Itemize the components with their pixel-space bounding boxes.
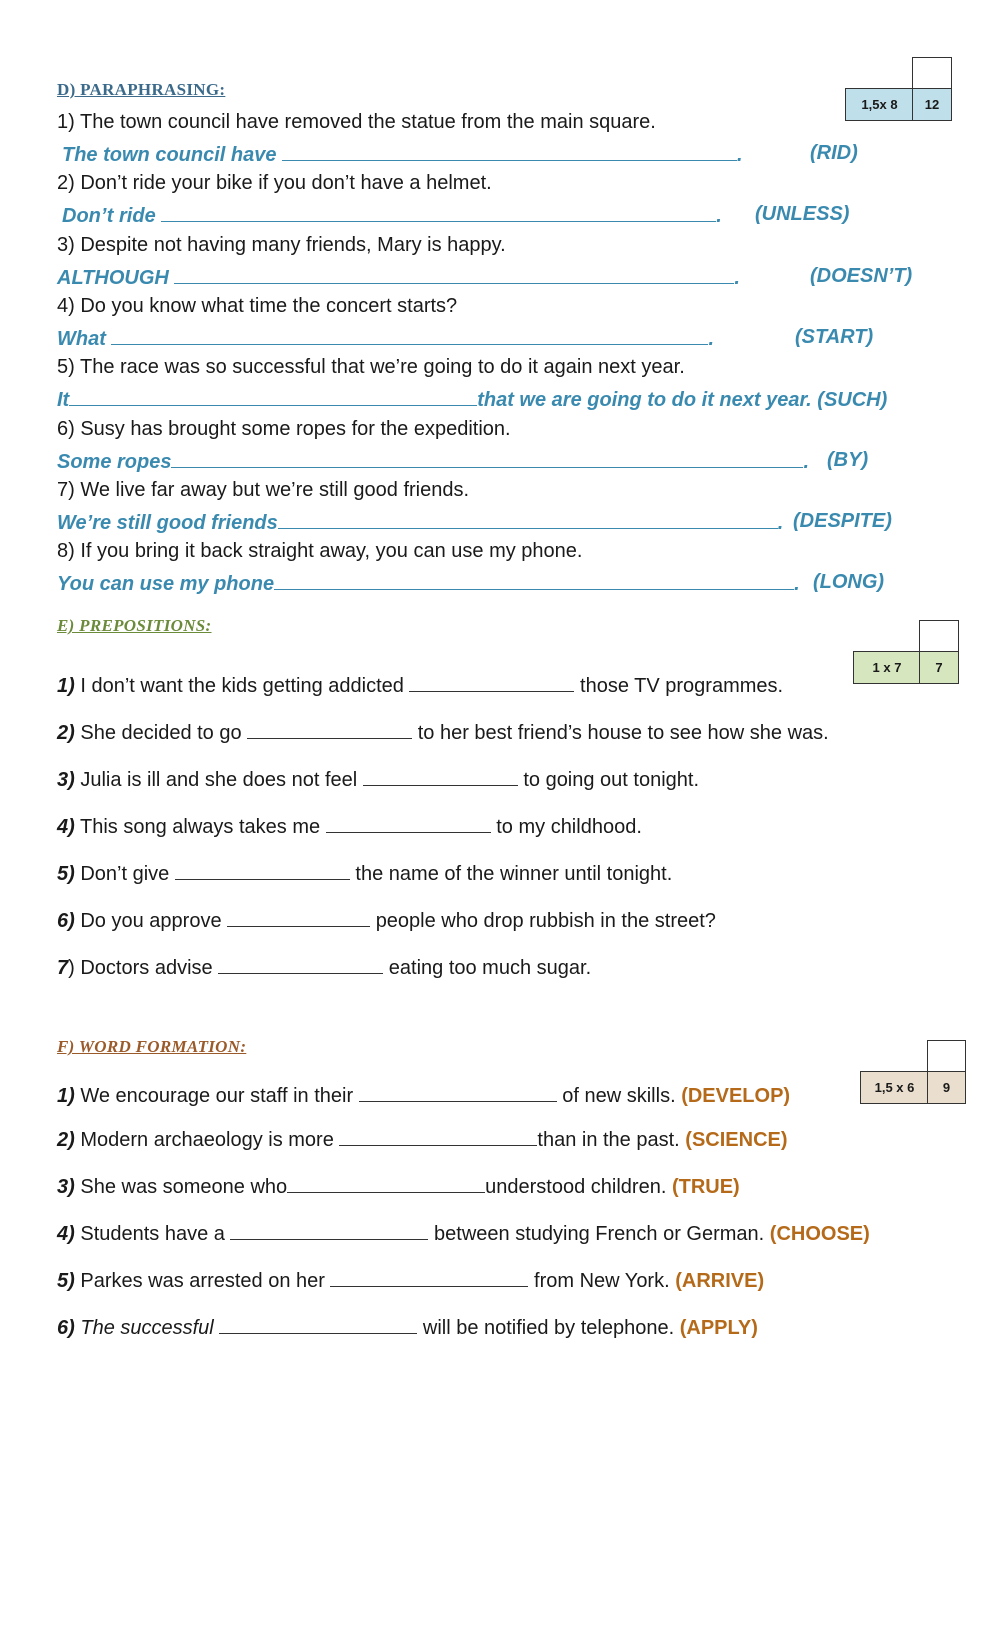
word-formation-item: 3) She was someone who understood children. (TRUE) (57, 1176, 740, 1198)
question-text: 4) Do you know what time the concert starts? (57, 295, 458, 317)
answer-blank[interactable] (359, 1083, 557, 1102)
keyword: (DEVELOP) (681, 1085, 791, 1107)
answer-blank[interactable] (230, 1221, 428, 1240)
answer-blank[interactable] (339, 1127, 537, 1146)
score-total: 7 (919, 651, 959, 684)
section-d-title: D) PARAPHRASING: (57, 80, 226, 99)
answer-stem: It (57, 389, 70, 411)
keyword: (UNLESS) (755, 203, 850, 225)
answer-stem: Some ropes (57, 451, 172, 473)
answer-blank[interactable] (174, 265, 734, 284)
score-empty-cell[interactable] (912, 57, 952, 90)
question-text: 1) The town council have removed the statue from the main square. (57, 111, 656, 133)
question-text: 7) We live far away but we’re still good friends. (57, 479, 470, 501)
answer-stem: The town council have (62, 144, 277, 166)
answer-blank[interactable] (171, 449, 803, 468)
keyword: (CHOOSE) (769, 1223, 870, 1245)
answer-row: ALTHOUGH . (57, 267, 740, 289)
answer-blank[interactable] (282, 142, 737, 161)
question-text: 2) Don’t ride your bike if you don’t have a helmet. (57, 172, 492, 194)
keyword: (ARRIVE) (675, 1270, 765, 1292)
score-empty-cell[interactable] (927, 1040, 966, 1073)
answer-row (57, 387, 887, 412)
keyword: (DESPITE) (793, 510, 892, 532)
keyword: (TRUE) (671, 1176, 740, 1198)
section-e-title: E) PREPOSITIONS: (57, 616, 212, 635)
answer-row: You can use my phone . (57, 573, 800, 595)
answer-blank[interactable] (247, 720, 412, 739)
keyword: (BY) (827, 449, 869, 471)
preposition-item: 4) This song always takes me to my childhood. (57, 816, 642, 838)
keyword: (DOESN’T) (810, 265, 913, 287)
score-formula: 1,5 x 6 (860, 1071, 929, 1104)
question-text: 8) If you bring it back straight away, you can use my phone. (57, 540, 583, 562)
preposition-item: 1) I don’t want the kids getting addicted those TV programmes. (57, 675, 784, 697)
answer-blank[interactable] (218, 955, 383, 974)
keyword: (APPLY) (679, 1317, 758, 1339)
answer-blank[interactable] (219, 1315, 417, 1334)
answer-blank[interactable] (363, 767, 518, 786)
section-f-title: F) WORD FORMATION: (57, 1037, 247, 1056)
answer-row: We’re still good friends . (57, 512, 784, 534)
answer-row: The town council have . (62, 144, 743, 166)
score-total: 9 (927, 1071, 966, 1104)
word-formation-item: 2) Modern archaeology is more than in the past. (SCIENCE) (57, 1129, 788, 1151)
word-formation-item: 6) The successful will be notified by telephone. (APPLY) (57, 1317, 758, 1339)
score-total: 12 (912, 88, 952, 121)
answer-row: What . (57, 328, 715, 350)
word-formation-item: 5) Parkes was arrested on her from New York. (ARRIVE) (57, 1270, 765, 1292)
question-text: 6) Susy has brought some ropes for the expedition. (57, 418, 511, 440)
question-text: 5) The race was so successful that we’re going to do it again next year. (57, 356, 685, 378)
word-formation-item: 1) We encourage our staff in their of new skills. (DEVELOP) (57, 1085, 791, 1107)
preposition-item: 3) Julia is ill and she does not feel to going out tonight. (57, 769, 700, 791)
preposition-item: 2) She decided to go to her best friend’s house to see how she was. (57, 722, 829, 744)
answer-tail: that we are going to do it next year. (SUCH) (477, 389, 888, 411)
answer-row: Don’t ride . (62, 205, 722, 227)
answer-stem: We’re still good friends (57, 512, 278, 534)
score-formula: 1 x 7 (853, 651, 921, 684)
answer-blank[interactable] (175, 861, 350, 880)
answer-blank[interactable] (274, 571, 794, 590)
word-formation-item: 4) Students have a between studying French or German. (CHOOSE) (57, 1223, 870, 1245)
answer-blank[interactable] (227, 908, 370, 927)
score-empty-cell[interactable] (919, 620, 959, 653)
answer-blank[interactable] (409, 673, 574, 692)
keyword: (START) (795, 326, 874, 348)
keyword: (LONG) (813, 571, 885, 593)
preposition-item: 6) Do you approve people who drop rubbish in the street? (57, 910, 716, 932)
answer-stem: You can use my phone (57, 573, 275, 595)
answer-blank[interactable] (287, 1174, 485, 1193)
answer-stem: ALTHOUGH (57, 267, 169, 289)
answer-blank[interactable] (278, 510, 778, 529)
keyword: (SCIENCE) (685, 1129, 788, 1151)
score-formula: 1,5x 8 (845, 88, 914, 121)
answer-row: Some ropes . (57, 451, 810, 473)
preposition-item: 5) Don’t give the name of the winner until tonight. (57, 863, 673, 885)
keyword: (RID) (810, 142, 858, 164)
question-text: 3) Despite not having many friends, Mary is happy. (57, 234, 506, 256)
answer-blank[interactable] (111, 326, 708, 345)
answer-blank[interactable] (161, 203, 716, 222)
preposition-item: 7) Doctors advise eating too much sugar. (57, 957, 592, 979)
answer-blank[interactable] (330, 1268, 528, 1287)
answer-stem: What (57, 328, 106, 350)
answer-stem: Don’t ride (62, 205, 156, 227)
answer-blank[interactable] (69, 387, 477, 406)
answer-blank[interactable] (326, 814, 491, 833)
